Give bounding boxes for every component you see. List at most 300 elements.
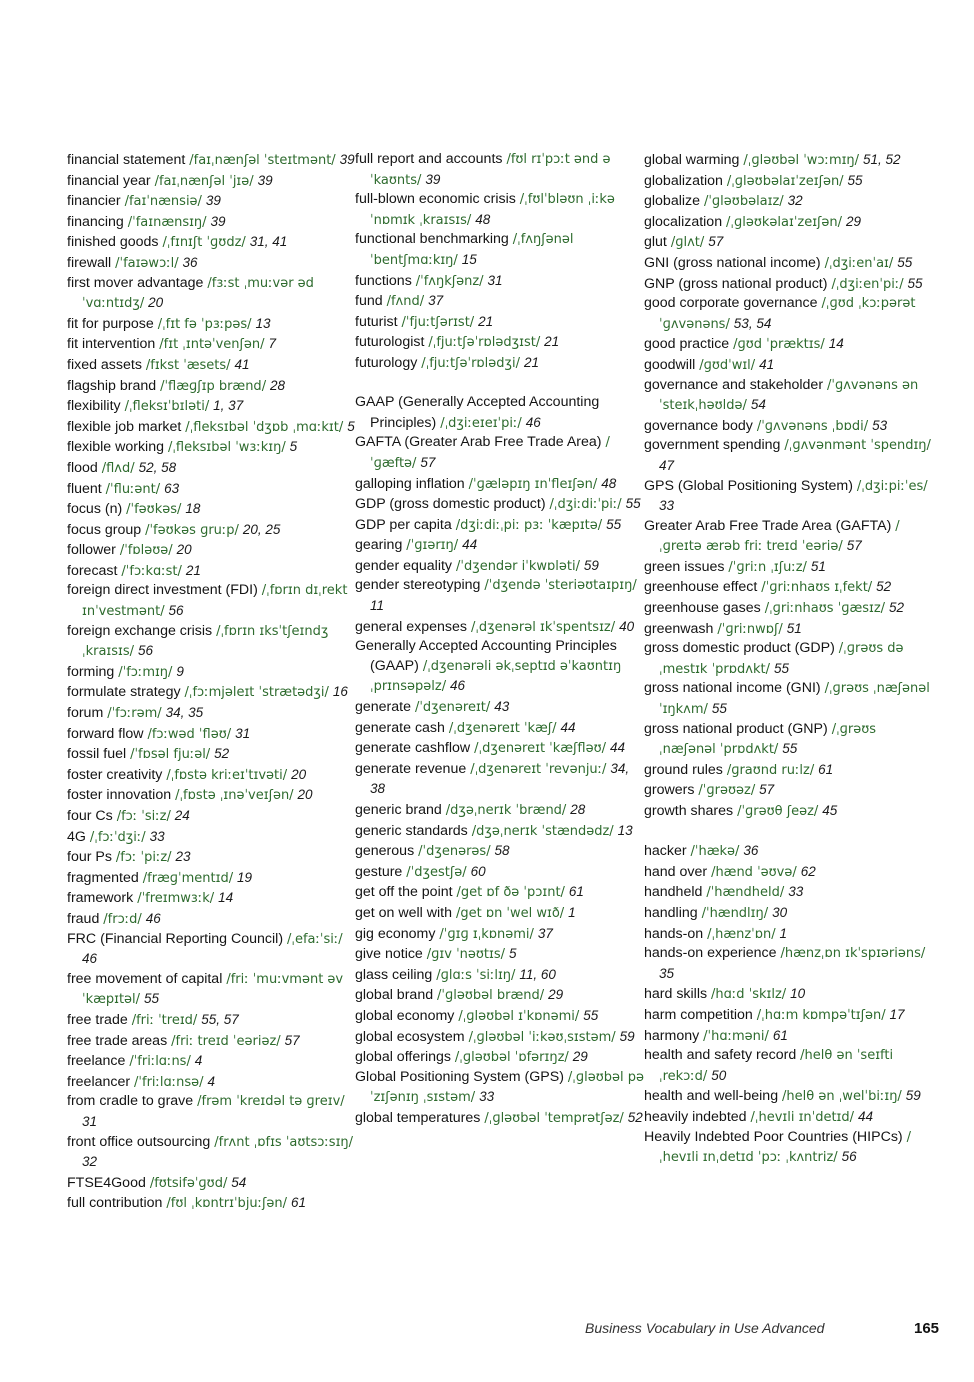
entry-pronunciation: /ˈdʒendə ˈsteriəʊtaɪpɪŋ/ [484, 578, 637, 594]
entry-term: forming [67, 663, 115, 680]
entry-term: globalization [644, 172, 723, 189]
entry-term: global temperatures [355, 1109, 481, 1126]
entry-pronunciation: /ˌɡləʊbəl ˈiːkəʊˌsɪstəm/ [468, 1029, 616, 1045]
entry-unit-numbers: 31 [235, 725, 251, 741]
entry-pronunciation: /ˌdʒenərəl ɪkˈspentsɪz/ [470, 619, 616, 635]
entry-term: GDP per capita [355, 516, 452, 533]
entry-term: four Ps [67, 849, 112, 866]
index-entry [644, 191, 934, 212]
index-entry [644, 1005, 934, 1026]
index-entry [355, 924, 645, 945]
entry-unit-numbers: 56 [137, 643, 153, 659]
index-entry [644, 294, 934, 334]
entry-term: GPS (Global Positioning System) [644, 477, 853, 494]
index-entry [67, 479, 357, 500]
book-title-footer: Business Vocabulary in Use Advanced [585, 1320, 825, 1336]
entry-term: fragmented [67, 869, 139, 886]
entry-term: get off the point [355, 884, 453, 901]
entry-pronunciation: /ˌɡrəʊs ˌnæʃənəl ˈɪŋkʌm/ [659, 681, 930, 718]
entry-term: generate cashflow [355, 740, 471, 757]
index-entry [355, 697, 645, 718]
entry-unit-numbers: 51 [786, 620, 802, 636]
index-entry [644, 801, 934, 822]
entry-pronunciation: /ˌɡləʊbəl ɪˈkɒnəmi/ [458, 1008, 580, 1024]
index-entry [67, 1010, 357, 1031]
index-entry [644, 841, 934, 862]
entry-pronunciation: /ˈɡrəʊəz/ [698, 783, 756, 799]
entry-pronunciation: /ˈfɒləʊə/ [119, 543, 173, 559]
entry-pronunciation: /ˈhɑːməni/ [703, 1028, 769, 1044]
entry-unit-numbers: 39 [210, 213, 226, 229]
entry-term: functions [355, 272, 412, 289]
entry-term: financier [67, 193, 121, 210]
entry-term: green issues [644, 558, 725, 575]
entry-term: globalize [644, 193, 701, 210]
index-entry [67, 212, 357, 233]
entry-unit-numbers: 34, 38 [370, 760, 630, 797]
entry-unit-numbers: 7 [268, 336, 276, 352]
entry-unit-numbers: 46 [145, 910, 161, 926]
index-entry [67, 150, 357, 171]
entry-term: health and safety record [644, 1047, 797, 1064]
index-entry [644, 720, 934, 760]
entry-pronunciation: /friː ˈmuːvmənt əv ˈkæpɪtəl/ [82, 971, 344, 1008]
entry-pronunciation: /hænd ˈəʊvə/ [711, 864, 797, 880]
index-entry [355, 1108, 645, 1129]
entry-pronunciation: /ˈhækə/ [690, 844, 740, 860]
entry-pronunciation: /ˈɡʌvənəns ˌbɒdi/ [756, 418, 869, 434]
entry-unit-numbers: 51, 52 [863, 152, 901, 167]
entry-unit-numbers: 60 [470, 863, 486, 879]
entry-unit-numbers: 14 [828, 336, 844, 352]
entry-term: generate revenue [355, 760, 467, 777]
index-entry [355, 637, 645, 697]
entry-unit-numbers: 46 [525, 414, 541, 430]
entry-unit-numbers: 37 [428, 293, 444, 309]
entry-term: Global Positioning System (GPS) [355, 1068, 564, 1085]
index-entry [644, 760, 934, 781]
entry-unit-numbers: 34, 35 [165, 705, 204, 721]
entry-pronunciation: /ˈhændlɪŋ/ [701, 905, 769, 921]
index-entry [67, 1031, 357, 1052]
index-entry [355, 1006, 645, 1027]
entry-unit-numbers: 36 [743, 843, 759, 859]
entry-term: FTSE4Good [67, 1174, 146, 1191]
index-entry [644, 171, 934, 192]
index-column-3 [644, 150, 934, 1168]
entry-term: global brand [355, 987, 434, 1004]
entry-term: generous [355, 843, 415, 860]
entry-term: Heavily Indebted Poor Countries (HIPCs) [644, 1128, 903, 1145]
entry-pronunciation: /ˌfɒstə kriːeɪˈtɪvəti/ [166, 767, 288, 783]
entry-pronunciation: /ˈɡʌvənəns ən ˈsteɪkˌhəʊldə/ [659, 377, 919, 414]
index-entry [355, 494, 645, 515]
entry-unit-numbers: 48 [601, 475, 617, 491]
entry-term: heavily indebted [644, 1108, 747, 1125]
index-entry [644, 517, 934, 557]
entry-pronunciation: /ˌdʒiːeɪeɪˈpiː/ [440, 415, 522, 431]
entry-pronunciation: /ˈfluːənt/ [105, 481, 161, 497]
index-entry [355, 312, 645, 333]
entry-pronunciation: /friː ˈtreɪd/ [131, 1012, 198, 1028]
entry-term: futurologist [355, 334, 425, 351]
entry-term: fund [355, 293, 383, 310]
entry-term: handheld [644, 884, 703, 901]
entry-pronunciation: /ˌɡləʊbəl ˈwɔːmɪŋ/ [743, 153, 860, 168]
index-entry [644, 639, 934, 679]
index-entry [644, 416, 934, 437]
index-entry [644, 984, 934, 1005]
entry-pronunciation: /ɡɪv ˈnəʊtɪs/ [426, 947, 505, 963]
entry-term: free trade [67, 1011, 128, 1028]
entry-term: flexible job market [67, 418, 182, 435]
entry-unit-numbers: 55 [606, 516, 622, 532]
index-entry [644, 376, 934, 416]
entry-pronunciation: /ɡraʊnd ruːlz/ [726, 762, 815, 778]
entry-unit-numbers: 39 [425, 171, 441, 187]
entry-term: foster innovation [67, 787, 172, 804]
entry-unit-numbers: 48 [475, 211, 491, 227]
entry-unit-numbers: 32 [82, 1154, 98, 1170]
entry-term: financial year [67, 172, 151, 189]
entry-unit-numbers: 52 [888, 600, 905, 616]
entry-unit-numbers: 55 [583, 1007, 599, 1023]
entry-term: global offerings [355, 1049, 451, 1066]
index-entry [67, 171, 357, 192]
entry-unit-numbers: 55 [773, 660, 789, 676]
entry-unit-numbers: 56 [841, 1149, 857, 1165]
entry-term: finished goods [67, 234, 159, 251]
entry-term: 4G [67, 828, 86, 845]
entry-pronunciation: /ˌɡriːnhaʊs ˈɡæsɪz/ [764, 601, 886, 617]
entry-term: growers [644, 782, 695, 799]
entry-term: front office outsourcing [67, 1133, 211, 1150]
section-gap [355, 374, 645, 394]
entry-term: harmony [644, 1027, 700, 1044]
index-entry [67, 806, 357, 827]
entry-unit-numbers: 43 [494, 699, 510, 715]
entry-unit-numbers: 47 [659, 457, 675, 473]
entry-term: gesture [355, 863, 403, 880]
entry-unit-numbers: 61 [772, 1027, 788, 1043]
index-entry [355, 841, 645, 862]
entry-unit-numbers: 20, 25 [242, 521, 281, 537]
entry-unit-numbers: 39 [257, 172, 273, 188]
entry-unit-numbers: 4 [207, 1073, 216, 1089]
index-entry [644, 477, 934, 517]
index-entry [67, 827, 357, 848]
entry-term: flood [67, 459, 98, 476]
entry-pronunciation: /fɪt ˌɪntəˈvenʃən/ [159, 337, 265, 353]
entry-term: get on well with [355, 904, 452, 921]
entry-term: gross domestic product (GDP) [644, 640, 835, 657]
entry-term: hacker [644, 843, 687, 860]
entry-pronunciation: /frəm ˈkreɪdəl tə ɡreɪv/ [197, 1094, 345, 1110]
entry-unit-numbers: 11, 60 [519, 966, 556, 982]
index-entry [644, 619, 934, 640]
entry-pronunciation: /ˌfleksɪbəl ˈdʒɒb ˌmɑːkɪt/ [185, 419, 344, 435]
entry-pronunciation: /dʒəˌnerɪk ˈstændədz/ [471, 823, 614, 839]
entry-pronunciation: /frʌnt ˌɒfɪs ˈaʊtsɔːsɪŋ/ [214, 1134, 354, 1150]
entry-unit-numbers: 33 [479, 1089, 495, 1105]
index-entry [67, 1133, 357, 1173]
index-entry [644, 1128, 934, 1168]
index-entry [67, 540, 357, 561]
index-entry [67, 1092, 357, 1132]
entry-unit-numbers: 23 [175, 849, 191, 865]
entry-term: fixed assets [67, 356, 142, 373]
index-entry [67, 868, 357, 889]
entry-term: generic standards [355, 822, 468, 839]
entry-unit-numbers: 57 [708, 234, 724, 250]
entry-unit-numbers: 11 [370, 598, 385, 614]
entry-pronunciation: /ˌdʒiːenˈaɪ/ [824, 255, 894, 271]
entry-pronunciation: /ˌfjuːtʃəˈrɒlədʒɪst/ [428, 335, 541, 351]
entry-unit-numbers: 4 [194, 1053, 203, 1069]
entry-unit-numbers: 46 [82, 951, 98, 967]
entry-unit-numbers: 31, 41 [249, 234, 288, 250]
index-entry [644, 150, 934, 171]
index-entry [355, 556, 645, 577]
index-entry [355, 944, 645, 965]
entry-unit-numbers: 5 [347, 418, 355, 434]
entry-term: give notice [355, 946, 423, 963]
entry-term: freelance [67, 1053, 126, 1070]
entry-pronunciation: /faɪˈnænsiə/ [124, 194, 202, 210]
entry-unit-numbers: 16 [332, 684, 348, 700]
entry-unit-numbers: 36 [182, 254, 198, 270]
entry-term: global ecosystem [355, 1028, 465, 1045]
entry-unit-numbers: 62 [800, 863, 816, 879]
index-entry [67, 232, 357, 253]
index-entry [355, 882, 645, 903]
index-entry [67, 703, 357, 724]
entry-term: general expenses [355, 618, 468, 635]
index-entry [644, 253, 934, 274]
entry-pronunciation: /ˈɡriːnwɒʃ/ [717, 621, 783, 637]
index-entry [355, 821, 645, 842]
index-entry [644, 436, 934, 476]
entry-term: glocalization [644, 213, 723, 230]
entry-term: handling [644, 904, 698, 921]
index-entry [355, 1027, 645, 1048]
index-entry [67, 724, 357, 745]
index-entry [355, 474, 645, 495]
index-entry [67, 930, 357, 970]
index-entry [644, 1086, 934, 1107]
index-entry [644, 598, 934, 619]
index-entry [67, 847, 357, 868]
entry-unit-numbers: 41 [759, 356, 775, 372]
entry-pronunciation: /ˈɡɪɡ ɪˌkɒnəmi/ [439, 926, 534, 942]
entry-pronunciation: /helθ ən ˈseɪfti ˌrekɔːd/ [659, 1048, 894, 1084]
index-entry [67, 909, 357, 930]
entry-unit-numbers: 55 [711, 701, 727, 717]
entry-unit-numbers: 29 [846, 213, 862, 229]
entry-term: flexible working [67, 439, 164, 456]
entry-term: GDP (gross domestic product) [355, 496, 546, 513]
entry-unit-numbers: 61 [818, 761, 834, 777]
entry-pronunciation: /ˌɡləʊbəl pəˈzɪʃənɪŋ ˌsɪstəm/ [370, 1069, 645, 1106]
entry-pronunciation: /ˈfaɪnænsɪŋ/ [127, 214, 207, 230]
entry-pronunciation: /ˈflæɡʃɪp brænd/ [160, 378, 267, 394]
entry-term: governance and stakeholder [644, 376, 824, 393]
entry-unit-numbers: 39 [339, 152, 355, 167]
entry-pronunciation: /ˌfjuːtʃəˈrɒlədʒi/ [421, 355, 521, 371]
entry-unit-numbers: 44 [560, 719, 576, 735]
entry-pronunciation: /ˈfɒsəl fjuːəl/ [130, 747, 211, 763]
page-number: 165 [914, 1320, 940, 1337]
entry-unit-numbers: 57 [759, 782, 775, 798]
entry-unit-numbers: 58 [494, 843, 510, 859]
entry-unit-numbers: 44 [462, 537, 478, 553]
entry-pronunciation: /ˈɡæləpɪŋ ɪnˈfleɪʃən/ [468, 476, 598, 492]
entry-pronunciation: /ˈdʒestʃə/ [406, 864, 467, 880]
entry-unit-numbers: 56 [168, 603, 184, 619]
entry-term: four Cs [67, 808, 113, 824]
entry-unit-numbers: 14 [218, 890, 234, 906]
entry-unit-numbers: 54 [231, 1174, 247, 1190]
entry-term: hand over [644, 863, 708, 880]
index-entry [67, 437, 357, 458]
index-entry [355, 393, 645, 433]
index-entry [355, 965, 645, 986]
entry-pronunciation: /fɔːwəd ˈfləʊ/ [147, 726, 232, 742]
entry-unit-numbers: 29 [548, 987, 564, 1003]
entry-pronunciation: /ˈfaɪəwɔːl/ [115, 255, 179, 271]
entry-pronunciation: /ˌɡləʊbəl ˈɒfərɪŋz/ [454, 1050, 569, 1066]
entry-unit-numbers: 57 [284, 1032, 300, 1048]
entry-term: futurology [355, 354, 418, 371]
entry-pronunciation: /fʊl ˌkɒntrɪˈbjuːʃən/ [166, 1196, 288, 1212]
entry-unit-numbers: 55 [625, 496, 641, 512]
entry-unit-numbers: 55 [897, 254, 913, 270]
index-entry [67, 253, 357, 274]
entry-term: GAFTA (Greater Arab Free Trade Area) [355, 434, 602, 451]
entry-term: futurist [355, 313, 398, 330]
entry-term: health and well-being [644, 1088, 779, 1105]
entry-unit-numbers: 52, 58 [138, 459, 177, 475]
entry-unit-numbers: 32 [787, 193, 803, 209]
entry-term: foster creativity [67, 766, 163, 783]
entry-unit-numbers: 59 [619, 1028, 635, 1044]
entry-pronunciation: /ˌɡləʊbəlaɪˈzeɪʃən/ [726, 173, 844, 189]
index-entry [644, 355, 934, 376]
index-entry [67, 561, 357, 582]
entry-pronunciation: /ˈfreɪmwɜːk/ [137, 891, 215, 907]
entry-unit-numbers: 54 [750, 397, 766, 413]
index-entry [355, 230, 645, 270]
entry-pronunciation: /ˌdʒiːenˈpiː/ [831, 276, 904, 292]
entry-term: greenhouse gases [644, 600, 761, 617]
index-entry [67, 458, 357, 479]
entry-unit-numbers: 20 [291, 766, 307, 782]
entry-unit-numbers: 57 [846, 538, 862, 554]
index-entry [355, 718, 645, 739]
index-column-1 [67, 150, 357, 1214]
entry-pronunciation: /ˌfɔːmjəleɪt ˈstrætədʒi/ [184, 685, 329, 701]
entry-unit-numbers: 59 [583, 557, 599, 573]
entry-pronunciation: /dʒəˌnerɪk ˈbrænd/ [445, 803, 567, 818]
index-entry [355, 1047, 645, 1068]
entry-pronunciation: /get ɒf ðə ˈpɔɪnt/ [456, 885, 565, 901]
index-column-2 [355, 150, 645, 1129]
index-entry [355, 433, 645, 473]
index-entry [355, 291, 645, 312]
entry-term: growth shares [644, 803, 734, 819]
entry-term: global warming [644, 152, 740, 168]
entry-pronunciation: /ˈɡrəʊθ ʃeəz/ [737, 804, 819, 819]
index-entry [355, 1068, 645, 1108]
entry-pronunciation: /ˌfleksɪbəl ˈwɜːkɪŋ/ [167, 440, 286, 456]
entry-pronunciation: /ˌɡʌvənmənt ˈspendɪŋ/ [784, 438, 931, 454]
entry-unit-numbers: 1 [779, 925, 788, 941]
entry-unit-numbers: 50 [711, 1067, 727, 1083]
entry-term: financing [67, 213, 124, 230]
entry-term: gross national income (GNI) [644, 680, 821, 697]
entry-term: FRC (Financial Reporting Council) [67, 930, 284, 947]
index-entry [644, 1107, 934, 1128]
index-entry [67, 499, 357, 520]
entry-pronunciation: /ˌɡrəʊs ˌnæʃənəl ˈprɒdʌkt/ [659, 721, 877, 758]
entry-term: governance body [644, 417, 753, 434]
index-entry [355, 535, 645, 556]
entry-unit-numbers: 29 [572, 1049, 588, 1065]
entry-term: GNP (gross national product) [644, 275, 828, 292]
index-entry [644, 334, 934, 355]
entry-pronunciation: /ˌdʒenəreɪt ˈkæʃ/ [448, 720, 557, 736]
entry-unit-numbers: 57 [420, 454, 436, 470]
entry-pronunciation: /faɪˌnænʃəl ˈjɪə/ [154, 173, 254, 189]
index-entry [644, 924, 934, 945]
entry-term: free movement of capital [67, 970, 223, 987]
entry-pronunciation: /fʊtsifəˈɡʊd/ [149, 1175, 228, 1191]
entry-term: global economy [355, 1007, 455, 1024]
entry-term: greenhouse effect [644, 579, 758, 596]
entry-term: formulate strategy [67, 684, 181, 701]
entry-unit-numbers: 5 [508, 946, 517, 962]
index-entry [355, 985, 645, 1006]
entry-unit-numbers: 13 [255, 315, 271, 331]
entry-unit-numbers: 55, 57 [201, 1011, 239, 1027]
entry-unit-numbers: 30 [772, 904, 788, 920]
index-entry [644, 944, 934, 984]
entry-term: focus (n) [67, 501, 123, 518]
entry-unit-numbers: 20 [176, 542, 192, 558]
entry-unit-numbers: 63 [164, 480, 180, 496]
entry-unit-numbers: 61 [568, 884, 584, 900]
entry-pronunciation: /ˌfʊlˈbləʊn ˌiːkəˈnɒmɪk ˌkraɪsɪs/ [370, 192, 615, 228]
index-entry [67, 1051, 357, 1072]
entry-pronunciation: /ˌfɪnɪʃt ˈɡʊdz/ [162, 235, 246, 251]
entry-pronunciation: /ˈfɔːmɪŋ/ [118, 664, 173, 680]
index-entry [644, 557, 934, 578]
entry-pronunciation: /flʌd/ [101, 460, 135, 476]
entry-term: glass ceiling [355, 966, 433, 983]
entry-pronunciation: /fɔː ˈpiːz/ [115, 850, 172, 866]
index-entry [67, 581, 357, 621]
entry-term: fluent [67, 480, 102, 497]
entry-pronunciation: /ˌfɔːˈdʒiː/ [89, 829, 146, 845]
entry-unit-numbers: 55 [144, 991, 160, 1007]
entry-term: gearing [355, 537, 403, 554]
entry-pronunciation: /ˈhændheld/ [706, 885, 785, 901]
entry-term: from cradle to grave [67, 1093, 194, 1110]
entry-unit-numbers: 52 [627, 1109, 643, 1125]
entry-term: gross national product (GNP) [644, 720, 828, 737]
entry-pronunciation: /ˌfɒstə ˌɪnəˈveɪʃən/ [175, 788, 294, 804]
entry-unit-numbers: 33 [659, 498, 675, 514]
